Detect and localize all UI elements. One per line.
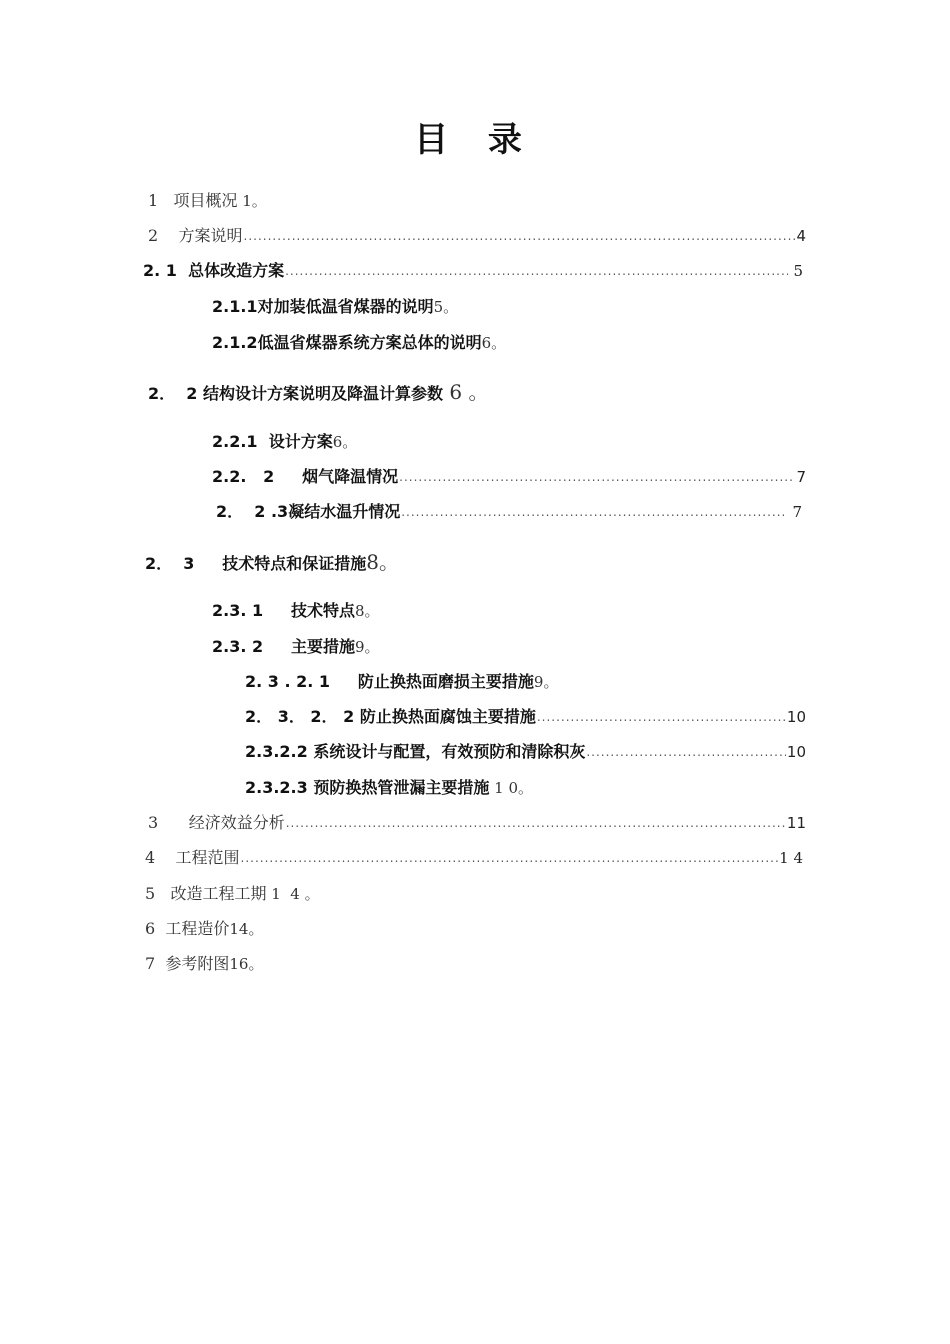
- toc-number: 2． 3: [145, 554, 223, 573]
- toc-entry-2-3-2-3[interactable]: [245, 775, 533, 801]
- toc-title: 目 录: [414, 120, 536, 160]
- toc-number: 2.2. 2: [212, 467, 303, 486]
- toc-label: 防止换热面磨损主要措施: [357, 672, 534, 691]
- toc-page-number: 14。: [229, 920, 264, 938]
- toc-entry-2[interactable]: [148, 223, 806, 249]
- toc-page-number: 6 。: [443, 380, 489, 404]
- toc-label: 烟气降温情况: [302, 467, 399, 486]
- toc-entry-2-3[interactable]: [145, 549, 399, 575]
- toc-label: 工程范围: [175, 848, 240, 867]
- toc-number: 2.1.2: [212, 333, 258, 352]
- toc-page-number: 1 0。: [489, 779, 533, 797]
- toc-page-number: 1。: [237, 192, 267, 210]
- toc-label: 技术特点和保证措施: [222, 554, 367, 573]
- toc-number: 2. 1: [143, 261, 189, 280]
- toc-number: 6: [145, 919, 166, 938]
- toc-label: 技术特点: [290, 601, 355, 620]
- toc-number: 1: [148, 191, 174, 210]
- toc-leader-dots: [537, 704, 786, 730]
- toc-leader-dots: [399, 464, 795, 490]
- toc-label: 对加装低温省煤器的说明: [257, 297, 434, 316]
- toc-label: 设计方案: [268, 432, 333, 451]
- toc-leader-dots: [286, 810, 786, 836]
- toc-entry-6[interactable]: [145, 916, 263, 942]
- toc-entry-2-3-2-2-system[interactable]: [245, 739, 806, 765]
- toc-number: 2.3.2.2: [245, 742, 314, 761]
- toc-number: 2.3. 1: [212, 601, 291, 620]
- toc-page-number: 4: [796, 227, 806, 245]
- toc-entry-3[interactable]: [148, 810, 806, 836]
- toc-leader-dots: [586, 739, 786, 765]
- toc-page-number: 10: [786, 743, 806, 761]
- toc-entry-2-1[interactable]: [143, 258, 803, 284]
- toc-label: 低温省煤器系统方案总体的说明: [257, 333, 482, 352]
- toc-entry-2-3-1[interactable]: [212, 598, 380, 624]
- toc-label: 防止换热面腐蚀主要措施: [359, 707, 536, 726]
- toc-entry-2-3-2-1[interactable]: [245, 669, 558, 695]
- toc-page-number: 6。: [481, 334, 507, 352]
- toc-number: 5: [145, 884, 171, 903]
- toc-entry-2-2-1[interactable]: [212, 429, 357, 455]
- toc-entry-2-3-2[interactable]: [212, 634, 380, 660]
- toc-page-number: 9。: [533, 673, 559, 691]
- toc-entry-4[interactable]: [145, 845, 803, 871]
- toc-page-number: 8。: [355, 602, 380, 620]
- toc-label: 项目概况: [173, 191, 238, 210]
- toc-entry-1[interactable]: [148, 188, 267, 214]
- toc-page-number: 1 4 。: [266, 885, 320, 903]
- toc-number: 2． 2: [148, 384, 203, 403]
- toc-number: 2.3. 2: [212, 637, 291, 656]
- toc-label: 预防换热管泄漏主要措施: [313, 778, 490, 797]
- toc-leader-dots: [285, 258, 788, 284]
- toc-label: 参考附图: [165, 954, 230, 973]
- toc-label: 结构设计方案说明及降温计算参数: [202, 384, 443, 403]
- toc-number: 3: [148, 813, 189, 832]
- toc-label: 主要措施: [290, 637, 355, 656]
- toc-page-number: 5。: [433, 298, 459, 316]
- toc-label: 改造工程工期: [170, 884, 267, 903]
- toc-page-number: 11: [786, 814, 806, 832]
- toc-page-number: 16。: [229, 955, 264, 973]
- toc-label: 方案说明: [178, 226, 243, 245]
- toc-page-number: 10: [786, 708, 806, 726]
- toc-page-number: 1 4: [779, 849, 803, 867]
- toc-leader-dots: [244, 223, 796, 249]
- toc-page-number: 9。: [355, 638, 380, 656]
- toc-entry-7[interactable]: [145, 951, 263, 977]
- toc-leader-dots: [241, 845, 779, 871]
- toc-page-number: 6。: [332, 433, 358, 451]
- toc-number: 2: [148, 226, 179, 245]
- toc-entry-5[interactable]: [145, 881, 320, 907]
- toc-page-number: 5: [788, 262, 803, 280]
- toc-label: 总体改造方案: [188, 261, 285, 280]
- toc-entry-2-2-2[interactable]: [212, 464, 806, 490]
- toc-number: 2.1.1: [212, 297, 258, 316]
- toc-entry-2-1-2[interactable]: [212, 330, 506, 356]
- toc-number: 2． 2 .3: [216, 502, 289, 521]
- toc-entry-2-2-3[interactable]: [216, 499, 802, 525]
- toc-page-number: 8。: [366, 550, 400, 574]
- toc-number: 7: [145, 954, 166, 973]
- toc-number: 2. 3 . 2. 1: [245, 672, 358, 691]
- toc-entry-2-1-1[interactable]: [212, 294, 458, 320]
- toc-entry-2-2[interactable]: [148, 379, 488, 405]
- toc-label: 经济效益分析: [188, 813, 285, 832]
- toc-number: 4: [145, 848, 176, 867]
- toc-label: 凝结水温升情况: [288, 502, 401, 521]
- toc-page-number: 7: [787, 503, 802, 521]
- toc-label: 工程造价: [165, 919, 230, 938]
- toc-number: 2． 3． 2． 2: [245, 707, 360, 726]
- toc-number: 2.3.2.3: [245, 778, 314, 797]
- toc-leader-dots: [401, 499, 786, 525]
- toc-page-number: 7: [796, 468, 806, 486]
- toc-label: 系统设计与配置，有效预防和清除积灰: [313, 742, 586, 761]
- toc-number: 2.2.1: [212, 432, 269, 451]
- toc-entry-2-3-2-2-corrosion[interactable]: [245, 704, 806, 730]
